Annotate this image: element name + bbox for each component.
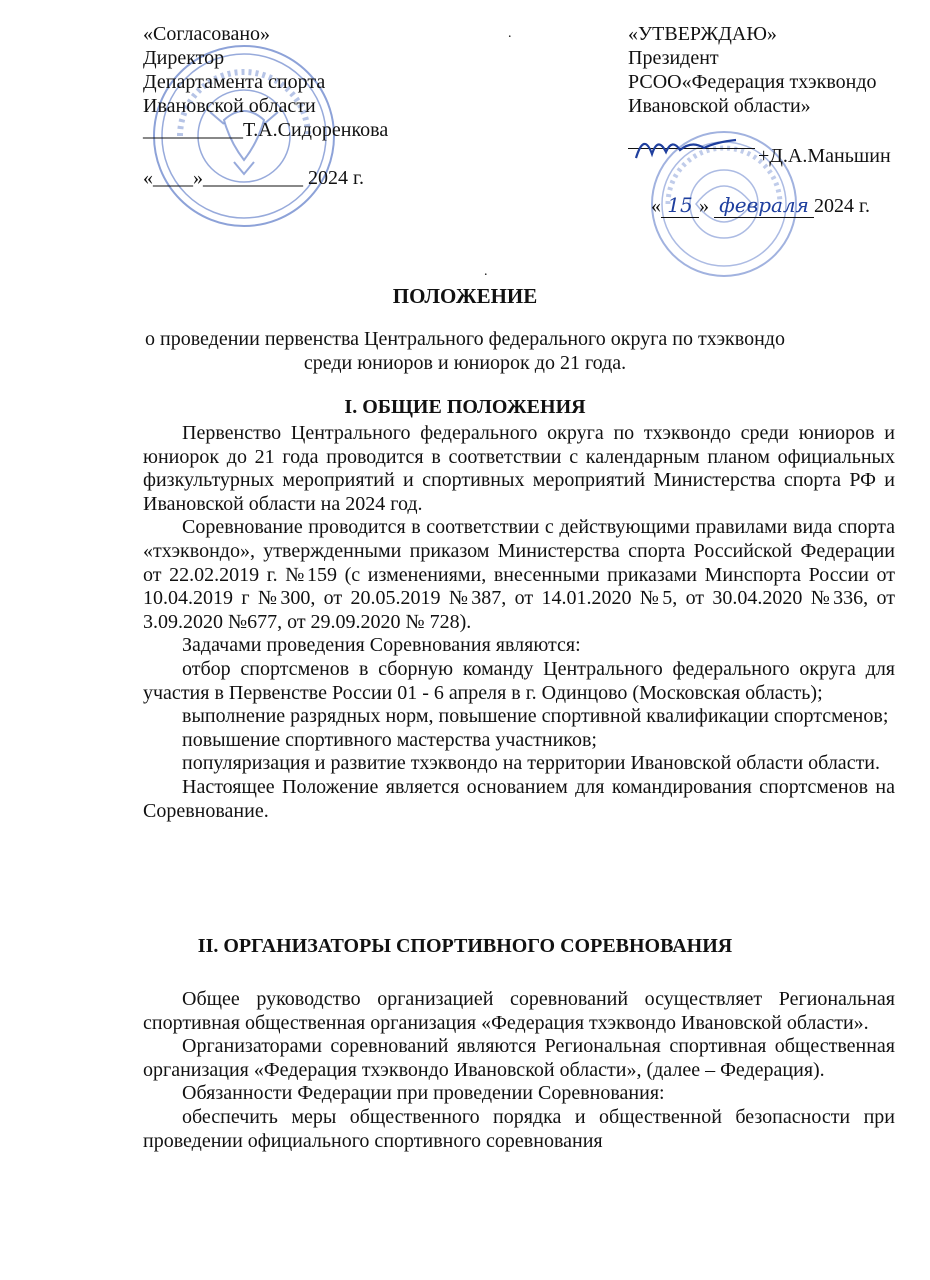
section2-heading: II. ОРГАНИЗАТОРЫ СПОРТИВНОГО СОРЕВНОВАНИЯ — [197, 935, 733, 957]
document-title: ПОЛОЖЕНИЕ — [392, 284, 538, 308]
signature-blank: __________ — [143, 119, 243, 141]
approval-right-line4: Ивановской области» — [628, 95, 811, 117]
section1-paragraph: популяризация и развитие тхэквондо на территории Ивановской области области. — [182, 752, 881, 775]
subtitle-line2: среди юниоров и юниорок до 21 года. — [303, 352, 627, 374]
document-subtitle — [120, 327, 810, 375]
approval-left-line2: Директор — [143, 47, 225, 69]
section2-paragraph: Организаторами соревнований являются Региональная спортивная общественная организация «Федерация тхэквондо Ивановской области», (далее – Федерация). — [143, 1035, 895, 1081]
approval-left-line4: Ивановской области — [143, 95, 316, 117]
section1-paragraph: выполнение разрядных норм, повышение спортивной квалификации спортсменов; — [182, 705, 889, 728]
approval-right-block — [628, 22, 928, 118]
approval-left-block — [143, 22, 443, 190]
dot-mark: . — [508, 26, 512, 41]
date-year-right: 2024 г. — [814, 195, 870, 217]
date-year-left: 2024 г. — [308, 167, 364, 189]
date-month: февраля — [714, 193, 814, 218]
section1-paragraph: Первенство Центрального федерального округа по тхэквондо среди юниоров и юниорок до 21 года проводится в соответствии с календарным планом официальных физкультурных мероприятий и спортивных мероприятий Министерства спорта РФ и Ивановской области на 2024 год. — [143, 422, 895, 515]
section1-body — [143, 422, 895, 823]
approval-left-date-line — [143, 166, 443, 190]
section1-paragraph: Настоящее Положение является основанием для командирования спортсменов на Соревнование. — [143, 775, 895, 822]
date-day-blank: «____» — [143, 167, 203, 189]
approval-left-line1: «Согласовано» — [143, 23, 271, 45]
date-month-blank: __________ — [203, 167, 303, 189]
signature-scribble-right — [632, 128, 742, 168]
section2-paragraph: Обязанности Федерации при проведении Соревнования: — [182, 1082, 665, 1105]
section1-heading: I. ОБЩИЕ ПОЛОЖЕНИЯ — [344, 396, 586, 418]
section1-paragraph: Соревнование проводится в соответствии с действующими правилами вида спорта «тхэквондо», утвержденными приказом Министерства спорта Российской Федерации от 22.02.2019 г. №159 (с изменениями, внесенными приказами Минспорта России от 10.04.2019 г №300, от 20.05.2019 №387, от 14.01.2020 №5, от 30.04.2020 №336, от 3.09.2020 №677, от 29.09.2020 № 728). — [143, 516, 895, 633]
approval-right-date-line: « 15 » февраля 2024 г. — [651, 193, 870, 217]
section1-paragraph: отбор спортсменов в сборную команду Центрального федерального округа для участия в Первенстве России 01 - 6 апреля в г. Одинцово (Московская область); — [143, 657, 895, 704]
approver-name-right: +Д.А.Маньшин — [758, 145, 891, 167]
section2-paragraph: Общее руководство организацией соревнований осуществляет Региональная спортивная общественная организация «Федерация тхэквондо Ивановской области». — [143, 988, 895, 1034]
date-day: 15 — [661, 193, 699, 218]
approval-left-signature-line — [143, 118, 443, 142]
section2-body — [143, 988, 895, 1153]
dot-mark-2: . — [484, 264, 488, 279]
approval-right-line3: РСОО«Федерация тхэквондо — [628, 71, 877, 93]
approval-right-line1: «УТВЕРЖДАЮ» — [628, 23, 777, 45]
approval-right-line2: Президент — [628, 47, 719, 69]
approval-left-line3: Департамента спорта — [143, 71, 326, 93]
section2-paragraph: обеспечить меры общественного порядка и общественной безопасности при проведении официального спортивного соревнования — [143, 1105, 895, 1152]
subtitle-line1: о проведении первенства Центрального федерального округа по тхэквондо — [145, 328, 785, 350]
approver-name-left: Т.А.Сидоренкова — [243, 119, 389, 141]
section1-paragraph: повышение спортивного мастерства участников; — [182, 728, 597, 751]
section1-paragraph: Задачами проведения Соревнования являются: — [182, 634, 581, 657]
